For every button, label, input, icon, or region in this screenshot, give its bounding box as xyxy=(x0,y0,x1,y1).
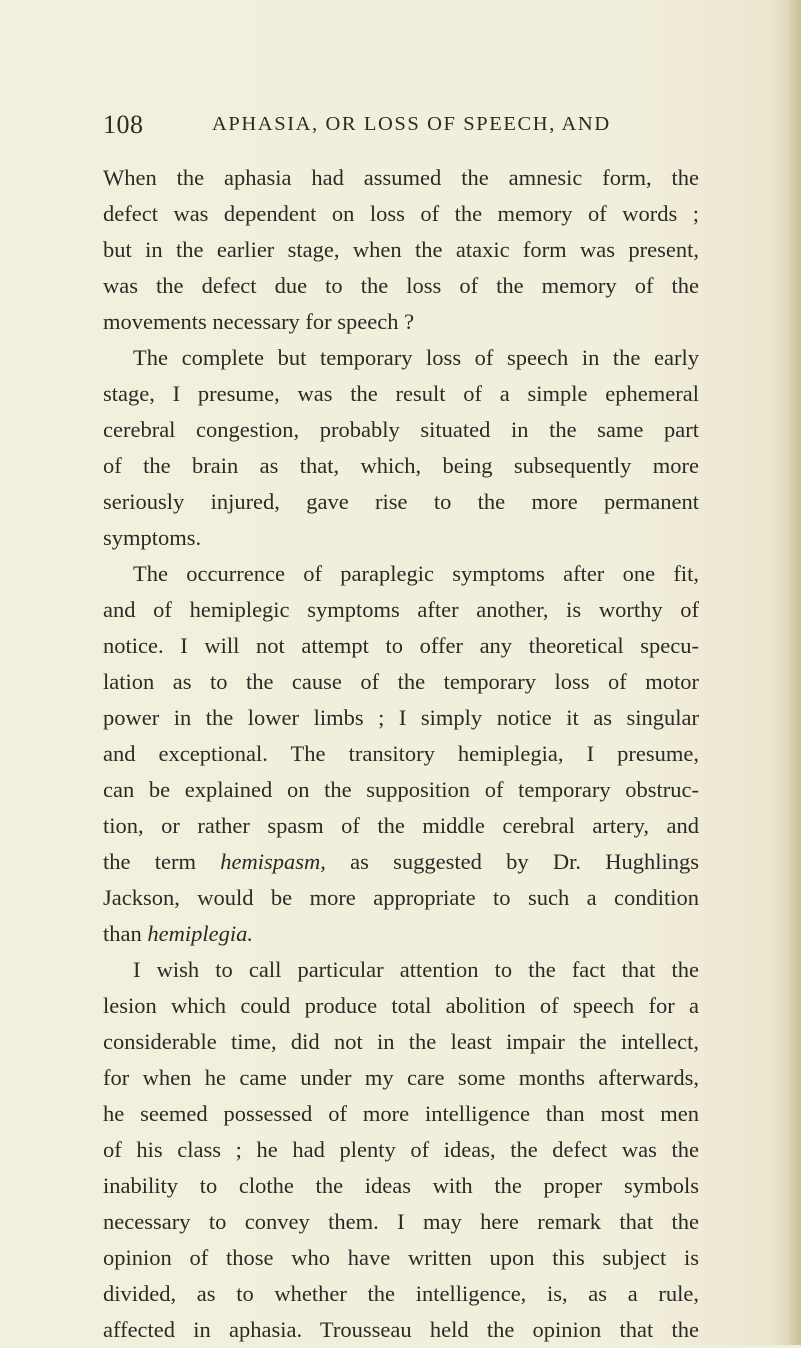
text-line: When the aphasia had assumed the amnesic form, the xyxy=(103,165,699,190)
running-head: APHASIA, OR LOSS OF SPEECH, AND xyxy=(212,113,611,135)
text-line: was the defect due to the loss of the memory of the xyxy=(103,273,699,298)
text-line: movements necessary for speech ? xyxy=(103,309,415,334)
page-edge-shadow xyxy=(787,0,801,1345)
page-number: 108 xyxy=(103,110,144,139)
text-line: of the brain as that, which, being subsequently more xyxy=(103,453,699,478)
text-line: lesion which could produce total abolition of speech for a xyxy=(103,993,699,1018)
text-line: he seemed possessed of more intelligence than most men xyxy=(103,1101,699,1126)
text-line: and exceptional. The transitory hemiplegia, I presume, xyxy=(103,741,699,766)
italic-term: hemiplegia. xyxy=(147,921,253,946)
text-line: affected in aphasia. Trousseau held the opinion that the xyxy=(103,1317,699,1342)
text-line: symptoms. xyxy=(103,525,202,550)
text-line: seriously injured, gave rise to the more permanent xyxy=(103,489,699,514)
text-line: necessary to convey them. I may here remark that the xyxy=(103,1209,699,1234)
text-line: can be explained on the supposition of temporary obstruc- xyxy=(103,777,699,802)
text-line: of his class ; he had plenty of ideas, the defect was the xyxy=(103,1137,699,1162)
text-line: defect was dependent on loss of the memory of words ; xyxy=(103,201,699,226)
text-line: cerebral congestion, probably situated in the same part xyxy=(103,417,699,442)
text-line: The complete but temporary loss of speech in the early xyxy=(133,345,699,370)
text-line: notice. I will not attempt to offer any theoretical specu- xyxy=(103,633,699,658)
text-line: divided, as to whether the intelligence, is, as a rule, xyxy=(103,1281,699,1306)
italic-term: hemispasm, xyxy=(220,849,326,874)
text-line: the term hemispasm, as suggested by Dr. Hughlings xyxy=(103,849,699,874)
text-line: stage, I presume, was the result of a simple ephemeral xyxy=(103,381,699,406)
text-line: Jackson, would be more appropriate to such a condition xyxy=(103,885,699,910)
text-line: lation as to the cause of the temporary loss of motor xyxy=(103,669,699,694)
text-line: tion, or rather spasm of the middle cerebral artery, and xyxy=(103,813,699,838)
text-line: for when he came under my care some months afterwards, xyxy=(103,1065,699,1090)
text-line: but in the earlier stage, when the ataxic form was present, xyxy=(103,237,699,262)
text-line: I wish to call particular attention to the fact that the xyxy=(133,957,699,982)
text-line: inability to clothe the ideas with the proper symbols xyxy=(103,1173,699,1198)
text-line: opinion of those who have written upon this subject is xyxy=(103,1245,699,1270)
text-line: than hemiplegia. xyxy=(103,921,253,946)
text-line: considerable time, did not in the least impair the intellect, xyxy=(103,1029,699,1054)
text-line: power in the lower limbs ; I simply notice it as singular xyxy=(103,705,699,730)
text-line: The occurrence of paraplegic symptoms after one fit, xyxy=(133,561,699,586)
text-line: and of hemiplegic symptoms after another, is worthy of xyxy=(103,597,699,622)
page-header xyxy=(0,110,801,146)
